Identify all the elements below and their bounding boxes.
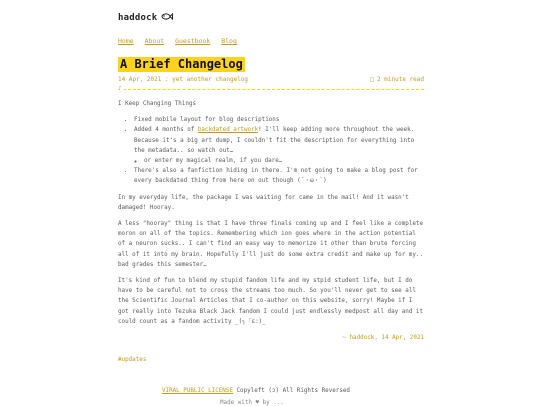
list-item xyxy=(134,115,424,125)
list-item-text: or enter my magical realm, if you dare… xyxy=(144,158,283,165)
list-item-text: Fixed mobile layout for blog descriptions xyxy=(134,117,280,124)
footer-credit: Made with ♥ by ... xyxy=(220,400,284,406)
nav-guestbook[interactable]: Guestbook xyxy=(175,37,211,45)
backdated-artwork-link[interactable]: backdated artwork xyxy=(197,127,259,134)
nav-blog[interactable]: Blog xyxy=(221,37,237,45)
site-nav xyxy=(118,37,244,45)
list-item-text: Added 4 months of xyxy=(134,127,198,134)
post-signoff: ~ haddock, 14 Apr, 2021 xyxy=(342,335,424,342)
paragraph: It's kind of fun to blend my stupid fandom life and my stpid student life, but I do have to be careful not to cross the streams too much. So you'll never get to see all the Scientific Journal Articles that I co-author on this website, sorry! Maybe if I got really into Tezuka Black Jack fandom I could just endlessly medpost all day and it could count as a fandom activity _(┐「ε:)_ xyxy=(118,278,423,325)
nav-about[interactable]: About xyxy=(144,37,165,45)
post-title: A Brief Changelog xyxy=(120,57,243,71)
list-item xyxy=(144,156,424,166)
paragraph: In my everyday life, the package I was waiting for came in the mail! And it wasn't damaged! Hooray. xyxy=(118,194,409,211)
sub-list xyxy=(134,156,424,166)
list-item-text: ! I'll keep adding more throughout the week. Because it's a big art dump, I couldn't fit the description for everything into the metadata.. so watch out… xyxy=(134,127,415,154)
paragraph: A less "hooray" thing is that I have three finals coming up and I feel like a complete moron on all of the topics. Remembering which ion goes where in the action potential of a neuron sucks.. I can't find an easy way to memorize it other than brute forcing all of it into my brain. Hopefully I'll just do some extra credit and make up for my.. bad grades this semester… xyxy=(118,221,423,268)
list-item xyxy=(134,125,424,166)
read-time: □ 2 minute read xyxy=(370,76,424,83)
brand-name[interactable]: haddock xyxy=(118,13,158,23)
site-brand[interactable] xyxy=(118,13,173,23)
copyright-text: Copyleft (ɔ) All Rights Reversed xyxy=(236,388,350,394)
list-item xyxy=(134,166,424,186)
post-heading: I Keep Changing Things xyxy=(118,101,197,107)
changelog-list xyxy=(118,115,424,186)
post-body xyxy=(118,99,424,365)
footer xyxy=(162,388,350,394)
divider xyxy=(118,89,424,90)
music-note-icon: ♪ xyxy=(118,85,122,92)
tag-updates[interactable]: #updates xyxy=(118,357,147,364)
nav-home[interactable]: Home xyxy=(118,37,134,45)
fish-icon xyxy=(161,13,173,23)
license-link[interactable]: VIRAL PUBLIC LICENSE xyxy=(162,388,233,394)
post-date: 14 Apr, 2021 : yet another changelog xyxy=(118,76,249,83)
list-item-text: There's also a fanfiction hiding in there. I'm not going to make a blog post for every backdated thing from here on out though (´・ω・`) xyxy=(134,168,418,185)
